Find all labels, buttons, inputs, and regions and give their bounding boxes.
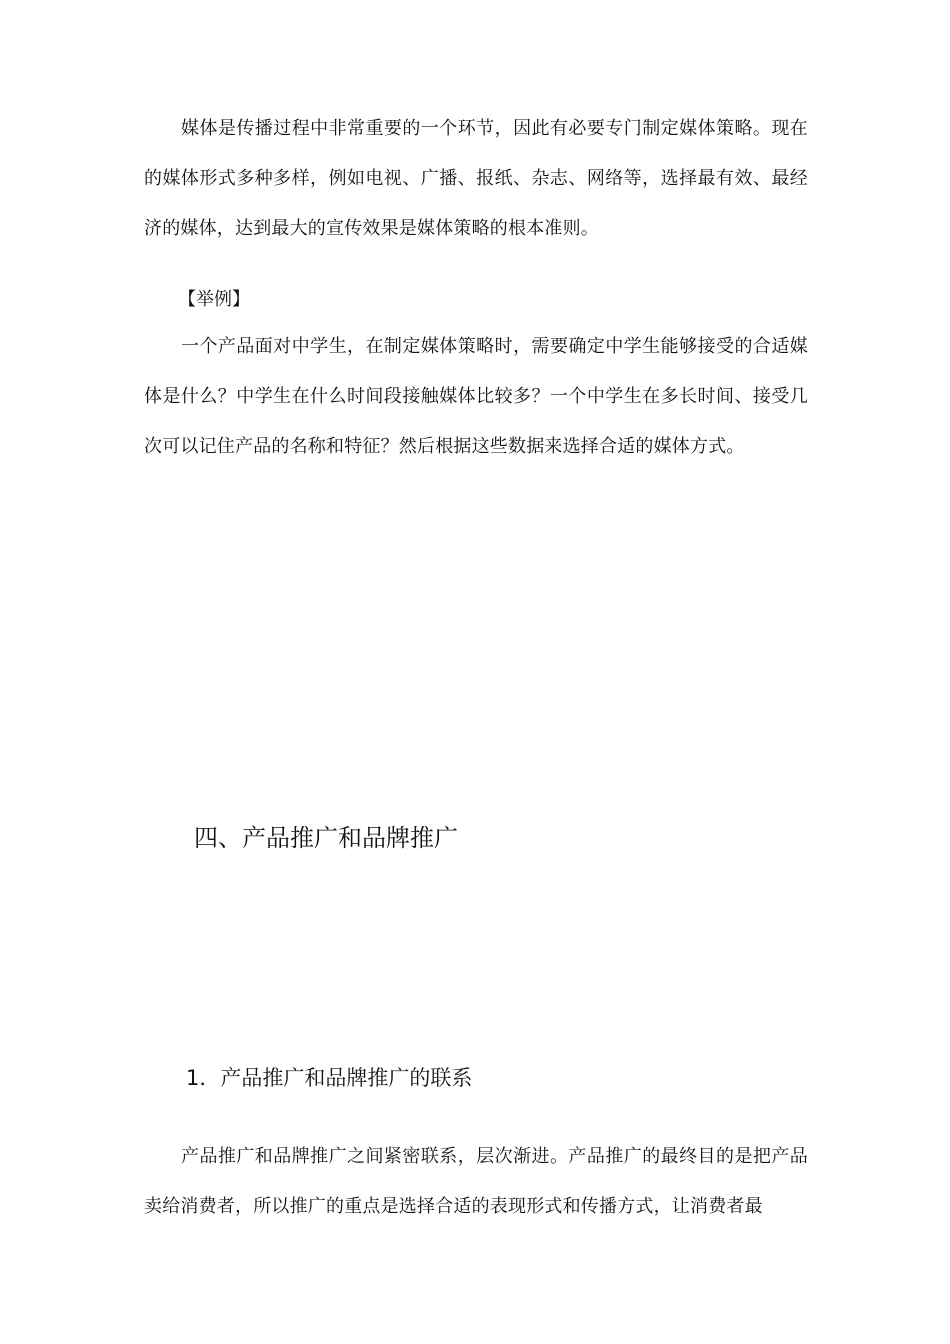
subsection-heading: 1．产品推广和品牌推广的联系 — [186, 1066, 473, 1090]
section-heading: 四、产品推广和品牌推广 — [194, 824, 458, 852]
example-label: 【举例】 — [178, 289, 250, 310]
paragraph-product-brand-relation: 产品推广和品牌推广之间紧密联系，层次渐进。产品推广的最终目的是把产品卖给消费者，所以推广的重点是选择合适的表现形式和传播方式，让消费者最 — [144, 1146, 808, 1217]
paragraph-example: 一个产品面对中学生，在制定媒体策略时，需要确定中学生能够接受的合适媒体是什么？中学生在什么时间段接触媒体比较多？一个中学生在多长时间、接受几次可以记住产品的名称和特征？然后根据这些数据来选择合适的媒体方式。 — [144, 336, 808, 457]
paragraph-media-strategy: 媒体是传播过程中非常重要的一个环节，因此有必要专门制定媒体策略。现在的媒体形式多种多样，例如电视、广播、报纸、杂志、网络等，选择最有效、最经济的媒体，达到最大的宣传效果是媒体策略的根本准则。 — [144, 118, 808, 239]
